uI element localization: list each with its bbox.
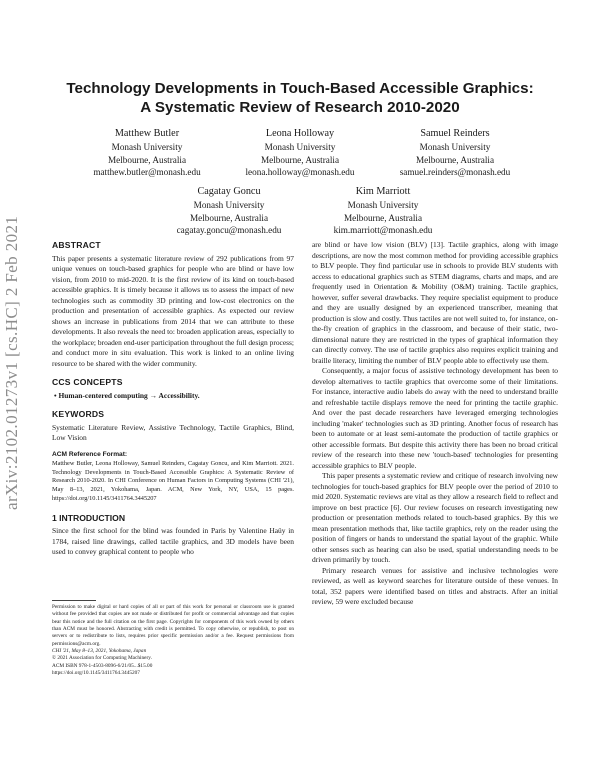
author-block xyxy=(154,186,304,237)
author-location: Melbourne, Australia xyxy=(260,154,340,165)
author-name: Kim Marriott xyxy=(355,186,411,197)
author-email: samuel.reinders@monash.edu xyxy=(399,167,511,178)
footnote-rule xyxy=(52,600,96,601)
author-block xyxy=(225,128,375,179)
author-email: leona.holloway@monash.edu xyxy=(245,167,355,178)
ccs-heading: CCS CONCEPTS xyxy=(52,377,123,387)
author-email: cagatay.goncu@monash.edu xyxy=(176,225,282,236)
ccs-item: • Human-centered computing → Accessibility. xyxy=(54,390,200,400)
introduction-paragraph: Consequently, a major focus of assistive technology development has been to develop alternatives to tactile graphics that overcome some of their limitations. For instance, interactive audio labels do away with the need to understand braille and refreshable tactile displays remove the need for printing the tactile graphic. And over the past decade researchers have leveraged emerging technologies including 'maker' technologies such as 3D printing. Another focus of research has been to automate or at least semi-automate the production of tactile graphics or other accessible formats. But despite this activity there has been no broad critical review of the research into these new 'touch-based' technologies for presenting accessible graphics to BLV people. xyxy=(312,366,558,470)
introduction-paragraph: are blind or have low vision (BLV) [13]. Tactile graphics, along with image descriptions, are now the most common method for providing accessible graphics to BLV people. They find particular use in schools to provide BLV students with access to educational graphics such as STEM diagrams, charts and maps, and are frequently used in Orientation & Mobility (O&M) training. Tactile graphics, however, suffer several drawbacks. They require specialist equipment to produce and they are usually designed by an experienced transcriber, meaning that production is slow and costly. Thus tactiles are not well suited to, for instance, on-the-fly creation of graphics in the classroom, and because of their static, two-dimensional nature they are restricted in the types of graphical information they can directly convey. The use of tactile graphics also requires explicit training and braille literacy, limiting the number of BLV people able to effectively use them. xyxy=(312,240,558,365)
author-block xyxy=(308,186,458,237)
author-name: Leona Holloway xyxy=(265,128,335,139)
doi-line: https://doi.org/10.1145/3411764.3445207 xyxy=(52,670,140,677)
author-block xyxy=(72,128,222,179)
paper-title: Technology Developments in Touch-Based Accessible Graphics: A Systematic Review of Research 2010-2020 xyxy=(66,80,534,116)
arxiv-stamp: arXiv:2102.01273v1 [cs.HC] 2 Feb 2021 xyxy=(2,215,21,510)
author-location: Melbourne, Australia xyxy=(415,154,495,165)
reference-format-text: Matthew Butler, Leona Holloway, Samuel Reinders, Cagatay Goncu, and Kim Marriott. 2021. Technology Developments in Touch-Based Accessible Graphics: A Systematic Review of Research 2010-2020. In CHI Conference on Human Factors in Computing Systems (CHI '21), May 8–13, 2021, Yokohama, Japan. ACM, New York, NY, USA, 15 pages. https://doi.org/10.1145/3411764.3445207 xyxy=(52,460,294,502)
abstract-text: This paper presents a systematic literature review of 292 publications from 97 unique venues on touch-based graphics for people who are blind or have low vision, from 2010 to mid-2020. It is the first review of its kind on touch-based accessible graphics. It is timely because it allows us to assess the impact of new technologies such as commodity 3D printing and low-cost electronics on the production and presentation of accessible graphics. As expected our review shows an increase in publications from 2014 that we can attribute to these developments. It also reveals the need to: broaden application areas, especially to the workplace; broaden end-user participation throughout the full design process; and conduct more in situ evaluation. This work is linked to an online living resource to be shared with the wider community. xyxy=(52,253,294,368)
conference-venue: CHI '21, May 8–13, 2021, Yokohama, Japan xyxy=(52,648,147,655)
introduction-paragraph: Primary research venues for assistive and inclusive technologies were reviewed, as well as keyword searches for literature outside of these venues. In total, 352 papers were identified based on titles and abstracts. After an initial review, 59 were excluded because xyxy=(312,565,558,606)
author-email: kim.marriott@monash.edu xyxy=(333,225,433,236)
keywords-text: Systematic Literature Review, Assistive Technology, Tactile Graphics, Blind, Low Vision xyxy=(52,422,294,442)
author-block xyxy=(380,128,530,179)
author-affiliation: Monash University xyxy=(111,142,183,153)
author-affiliation: Monash University xyxy=(193,200,265,211)
introduction-heading: 1 INTRODUCTION xyxy=(52,512,126,523)
author-affiliation: Monash University xyxy=(264,142,336,153)
author-name: Cagatay Goncu xyxy=(197,186,261,197)
author-affiliation: Monash University xyxy=(419,142,491,153)
reference-format-heading: ACM Reference Format: xyxy=(52,450,128,458)
introduction-paragraph: This paper presents a systematic review and critique of research involving new technologies for touch-based graphics for BLV people over the period of 2010 to mid 2020. Systematic reviews are vital as they allow a research field to reflect and improve on best practice [6]. Our review focuses on research investigating new production or presentation methods related to touch-based graphics. By this we mean presentation methods that, like tactile graphics, rely on the reader using the position of fingers or hands to understand the spatial layout of the graphic. While other senses such as hearing can also be used, spatial understanding needs to be driven primarily by touch. xyxy=(312,471,558,564)
introduction-text-left: Since the first school for the blind was founded in Paris by Valentine Haüy in 1784, raised line drawings, called tactile graphics, and 3D models have been used to convey graphical content to people who xyxy=(52,526,294,557)
abstract-heading: ABSTRACT xyxy=(52,240,101,250)
permission-text: Permission to make digital or hard copies of all or part of this work for personal or classroom use is granted without fee provided that copies are not made or distributed for profit or commercial advantage and that copies bear this notice and the full citation on the first page. Copyrights for components of this work owned by others than ACM must be honored. Abstracting with credit is permitted. To copy otherwise, or republish, to post on servers or to redistribute to lists, requires prior specific permission and/or a fee. Request permissions from permissions@acm.org. xyxy=(52,604,294,647)
author-name: Matthew Butler xyxy=(114,128,180,139)
copyright-line: © 2021 Association for Computing Machinery. xyxy=(52,655,152,662)
author-affiliation: Monash University xyxy=(347,200,419,211)
isbn-line: ACM ISBN 978-1-4503-8096-6/21/05...$15.00 xyxy=(52,662,153,669)
author-email: matthew.butler@monash.edu xyxy=(93,167,201,178)
left-column xyxy=(52,240,294,558)
author-location: Melbourne, Australia xyxy=(107,154,187,165)
author-name: Samuel Reinders xyxy=(420,128,490,139)
author-location: Melbourne, Australia xyxy=(189,212,269,223)
right-column xyxy=(312,240,558,608)
keywords-heading: KEYWORDS xyxy=(52,409,105,419)
permission-block xyxy=(52,604,294,677)
author-location: Melbourne, Australia xyxy=(343,212,423,223)
